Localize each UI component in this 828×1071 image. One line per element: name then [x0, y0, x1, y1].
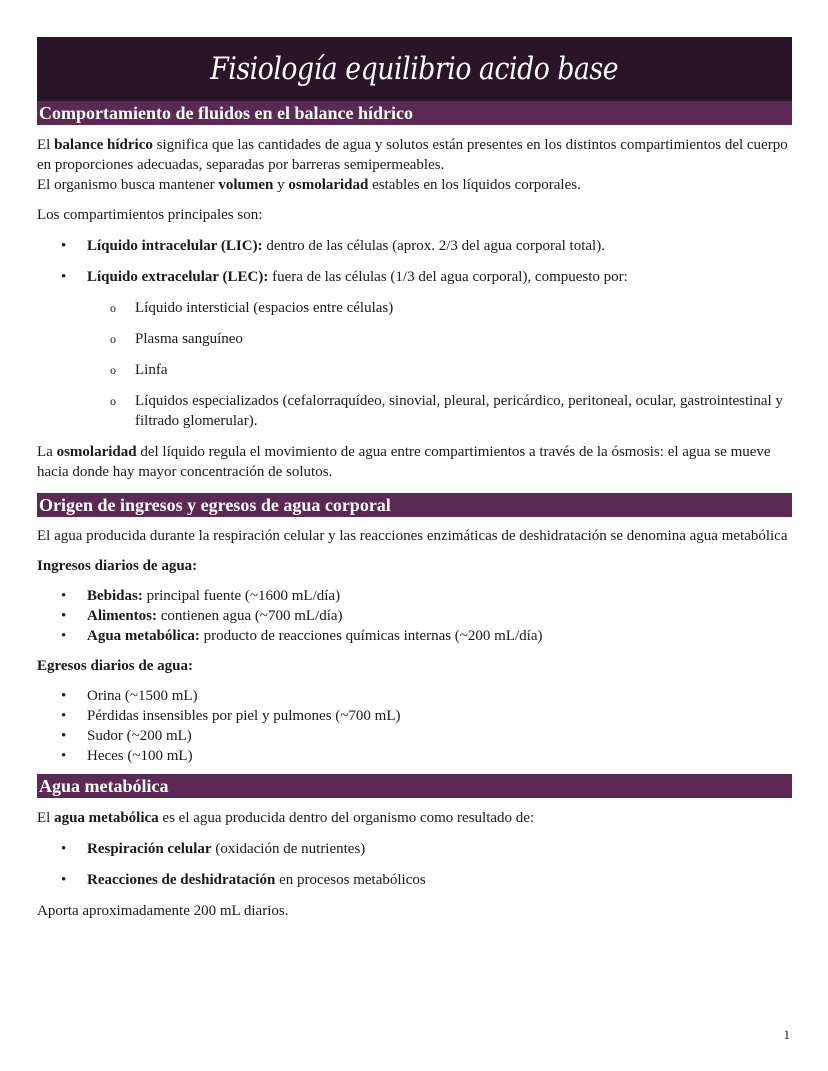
- paragraph-agua-metabolica: [37, 808, 792, 828]
- section-heading-ingresos-egresos: Origen de ingresos y egresos de agua corporal: [37, 493, 792, 517]
- text: Heces (~100 mL): [87, 748, 193, 764]
- paragraph-aporta: Aporta aproximadamente 200 mL diarios.: [37, 903, 289, 919]
- circle-bullet-icon: o: [110, 332, 116, 346]
- bullet-icon: •: [61, 841, 67, 857]
- list-item: [37, 236, 792, 256]
- list-item: [37, 870, 792, 890]
- text: es el agua producida dentro del organismo como resultado de:: [158, 810, 535, 826]
- paragraph-agua-producida: El agua producida durante la respiración celular y las reacciones enzimáticas de deshidratación se denomina agua metabólica: [37, 528, 788, 544]
- bold-text: Ingresos diarios de agua:: [37, 558, 198, 574]
- sublist-item: [37, 329, 792, 349]
- list-item: [37, 606, 792, 626]
- bold-text: Alimentos:: [87, 608, 157, 624]
- bullet-icon: •: [61, 588, 67, 604]
- bold-text: Agua metabólica:: [87, 628, 200, 644]
- sublist-item: [37, 360, 792, 380]
- bold-text: Líquido intracelular (LIC):: [87, 238, 263, 254]
- bold-text: volumen: [218, 177, 274, 193]
- list-item: [37, 586, 792, 606]
- sublist-item: [37, 298, 792, 318]
- compartimientos-list: [37, 236, 792, 287]
- bold-text: agua metabólica: [54, 810, 159, 826]
- text: Linfa: [135, 362, 168, 378]
- text: significa que las cantidades de agua y solutos están presentes en los distintos compartimientos del cuerpo en proporciones adecuadas, separadas por barreras semipermeables.: [37, 137, 788, 173]
- bold-text: Egresos diarios de agua:: [37, 658, 193, 674]
- page-title: Fisiología equilibrio acido base: [210, 51, 619, 87]
- bullet-icon: •: [61, 748, 67, 764]
- text: Líquido intersticial (espacios entre células): [135, 300, 394, 316]
- list-item: [37, 706, 792, 726]
- section-heading-fluidos: Comportamiento de fluidos en el balance hídrico: [37, 101, 792, 125]
- list-item: [37, 686, 792, 706]
- bullet-icon: •: [61, 688, 67, 704]
- page-number: 1: [783, 1027, 790, 1042]
- text: (oxidación de nutrientes): [211, 841, 366, 857]
- circle-bullet-icon: o: [110, 301, 116, 315]
- lec-sublist: [37, 298, 792, 431]
- paragraph-osmolaridad: [37, 442, 792, 482]
- text: principal fuente (~1600 mL/día): [142, 588, 341, 604]
- bold-text: Líquido extracelular (LEC):: [87, 269, 269, 285]
- agua-metabolica-list: [37, 839, 792, 890]
- bold-text: osmolaridad: [56, 444, 137, 460]
- bullet-icon: •: [61, 728, 67, 744]
- bullet-icon: •: [61, 269, 67, 285]
- bold-text: Reacciones de deshidratación: [87, 872, 276, 888]
- text: El: [37, 137, 55, 153]
- ingresos-title: [37, 556, 792, 576]
- bold-text: Bebidas:: [87, 588, 143, 604]
- bold-text: balance hídrico: [54, 137, 153, 153]
- text: Líquidos especializados (cefalorraquídeo, sinovial, pleural, pericárdico, peritoneal, ocular, gastrointestinal y filtrado glomerular).: [135, 393, 783, 429]
- text: estables en los líquidos corporales.: [368, 177, 581, 193]
- bullet-icon: •: [61, 872, 67, 888]
- egresos-list: [37, 686, 792, 766]
- text: en procesos metabólicos: [275, 872, 426, 888]
- sublist-item: [37, 391, 792, 431]
- document-page: [37, 37, 792, 921]
- egresos-title: [37, 656, 792, 676]
- text: El: [37, 810, 55, 826]
- text: contienen agua (~700 mL/día): [157, 608, 343, 624]
- list-item: [37, 267, 792, 287]
- bullet-icon: •: [61, 608, 67, 624]
- title-banner: [37, 37, 792, 101]
- text: Sudor (~200 mL): [87, 728, 192, 744]
- text: Orina (~1500 mL): [87, 688, 198, 704]
- bold-text: Respiración celular: [87, 841, 212, 857]
- text: y: [273, 177, 289, 193]
- section-heading-agua-metabolica: Agua metabólica: [37, 774, 792, 798]
- paragraph-balance-hidrico: [37, 135, 792, 175]
- text: La: [37, 444, 57, 460]
- bold-text: osmolaridad: [288, 177, 369, 193]
- text: El organismo busca mantener: [37, 177, 219, 193]
- text: fuera de las células (1/3 del agua corporal), compuesto por:: [268, 269, 628, 285]
- bullet-icon: •: [61, 238, 67, 254]
- ingresos-list: [37, 586, 792, 646]
- list-item: [37, 726, 792, 746]
- text: dentro de las células (aprox. 2/3 del agua corporal total).: [262, 238, 605, 254]
- circle-bullet-icon: o: [110, 394, 116, 408]
- text: Pérdidas insensibles por piel y pulmones (~700 mL): [87, 708, 401, 724]
- text: Plasma sanguíneo: [135, 331, 243, 347]
- paragraph-organismo: [37, 175, 792, 195]
- circle-bullet-icon: o: [110, 363, 116, 377]
- list-item: [37, 839, 792, 859]
- list-item: [37, 746, 792, 766]
- list-item: [37, 626, 792, 646]
- paragraph-compartimientos: Los compartimientos principales son:: [37, 207, 263, 223]
- bullet-icon: •: [61, 708, 67, 724]
- bullet-icon: •: [61, 628, 67, 644]
- text: producto de reacciones químicas internas (~200 mL/día): [199, 628, 543, 644]
- text: del líquido regula el movimiento de agua entre compartimientos a través de la ósmosis: el agua se mueve hacia donde hay mayor concentración de solutos.: [37, 444, 771, 480]
